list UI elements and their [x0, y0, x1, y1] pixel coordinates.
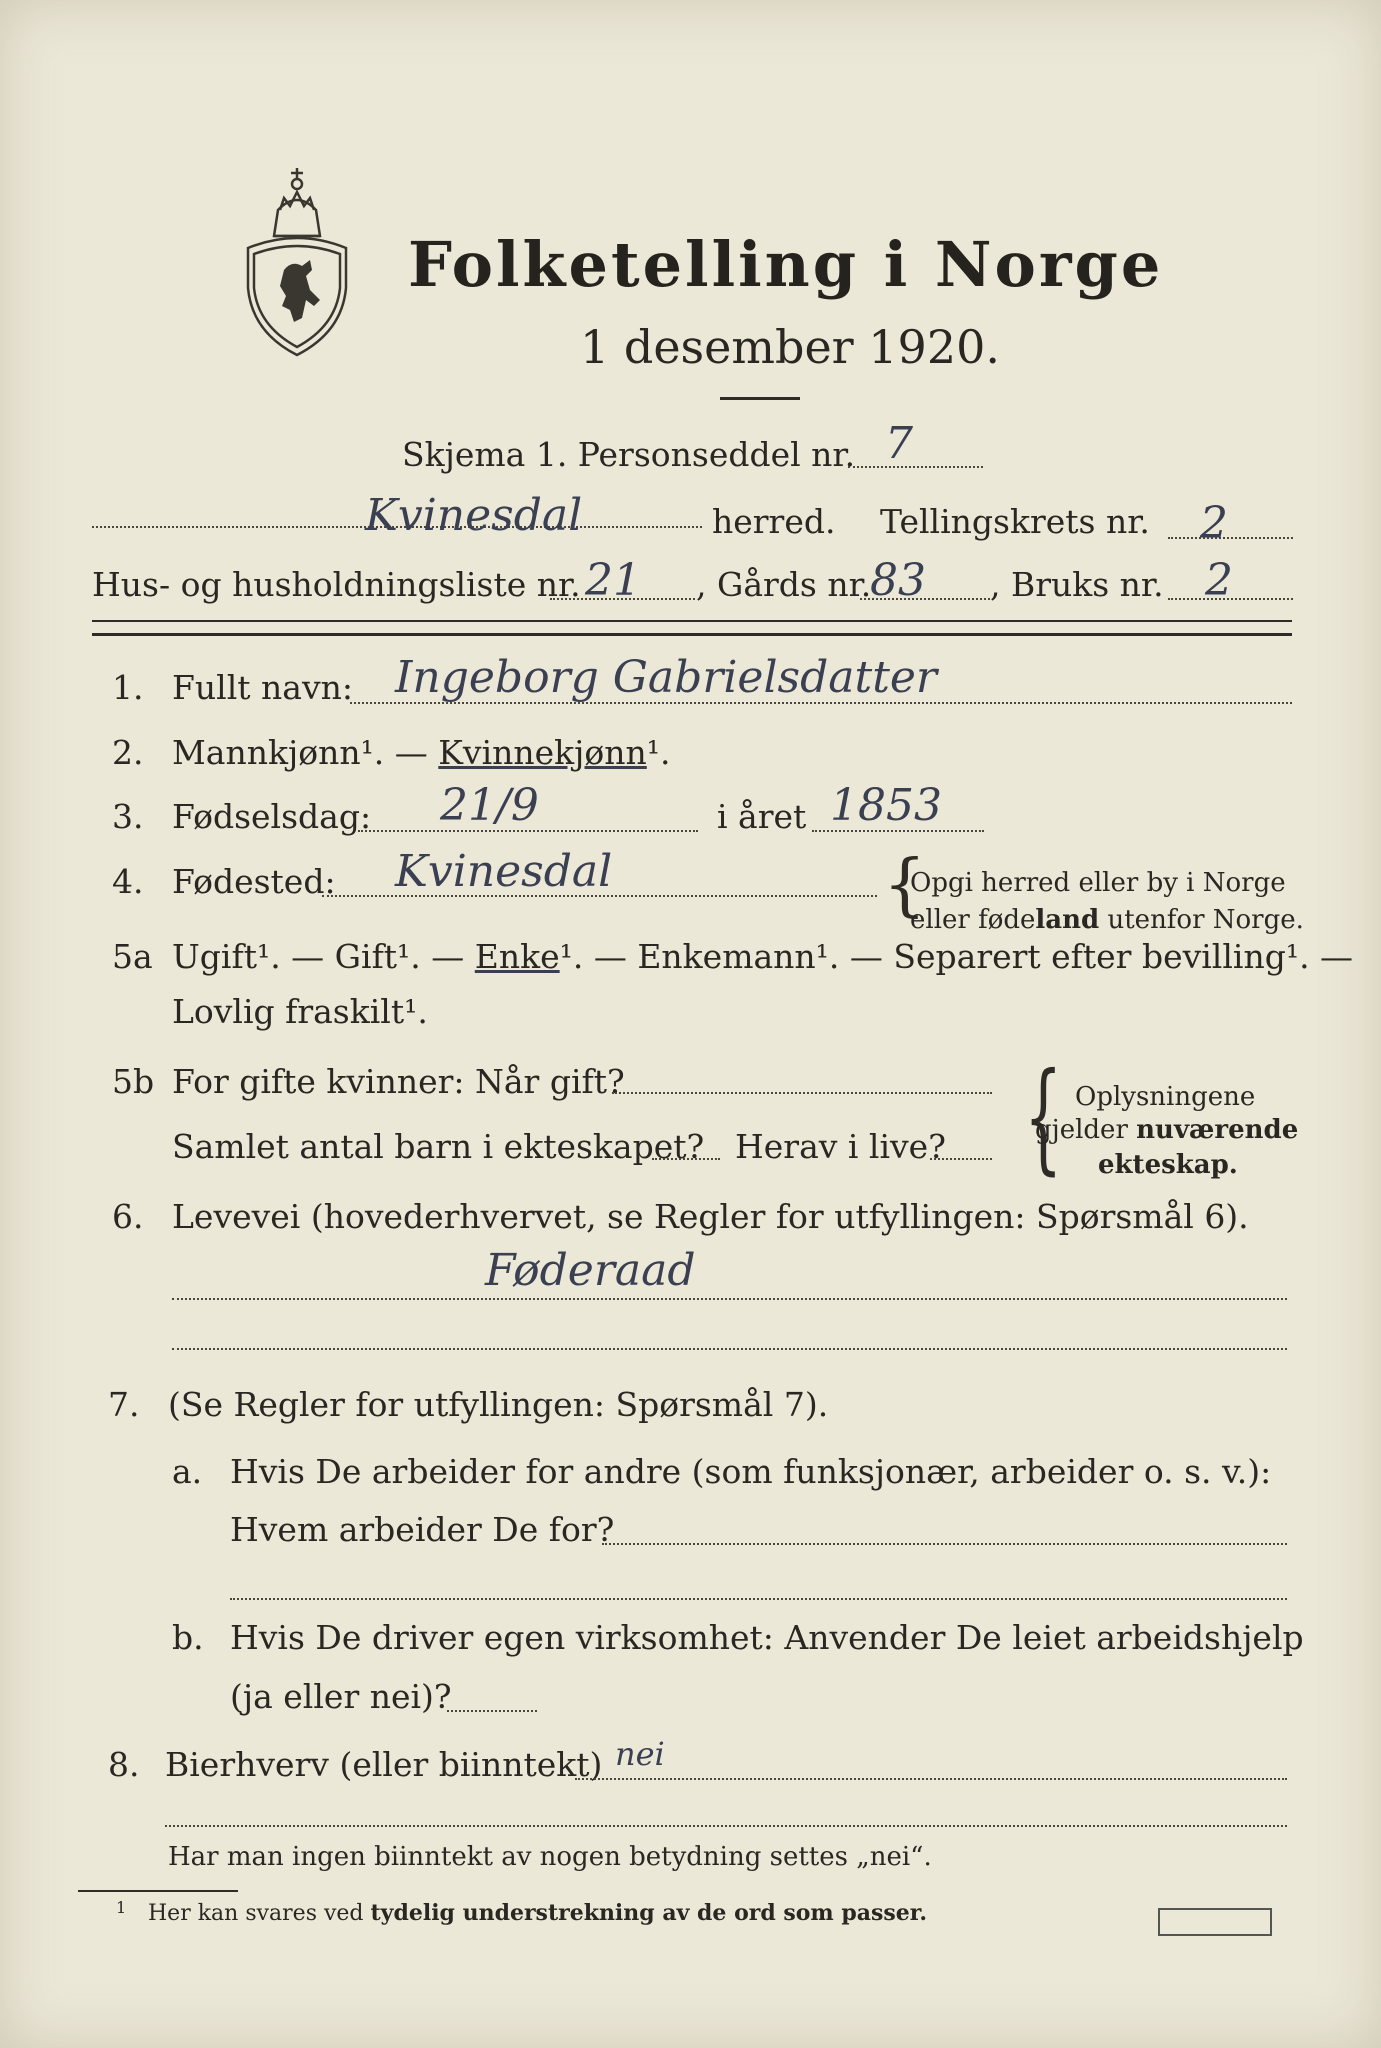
- q4-note-line2: eller føde: [910, 905, 1036, 935]
- gards-value[interactable]: 83: [870, 555, 926, 606]
- census-date: 1 desember 1920.: [580, 320, 1000, 374]
- tellingskrets-value[interactable]: 2: [1200, 498, 1228, 549]
- footnote-text: Her kan svares ved: [148, 1901, 371, 1926]
- q2-mannkjonn: Mannkjønn¹. —: [172, 733, 439, 772]
- q2-number: 2.: [112, 733, 144, 772]
- coat-of-arms-icon: [240, 150, 355, 360]
- birth-year-value[interactable]: 1853: [830, 780, 942, 831]
- birthday-value[interactable]: 21/9: [440, 780, 539, 831]
- q5b-nar-gift: For gifte kvinner: Når gift?: [172, 1062, 625, 1101]
- q5a-number: 5a: [112, 937, 153, 976]
- q7a-line2: Hvem arbeider De for?: [230, 1510, 615, 1549]
- footnote-mark: 1: [116, 1898, 127, 1917]
- husholdningsliste-value[interactable]: 21: [585, 555, 641, 606]
- header-rule-bottom: [92, 633, 1292, 636]
- q1-number: 1.: [112, 668, 144, 707]
- q5b-samlet-barn: Samlet antal barn i ekteskapet?: [172, 1127, 705, 1166]
- personseddel-number[interactable]: 7: [885, 418, 913, 469]
- schema-label: Skjema 1. Personseddel nr.: [402, 435, 856, 474]
- q7b-line2: (ja eller nei)?: [230, 1677, 452, 1716]
- q7b-letter: b.: [172, 1618, 204, 1657]
- q8-label: Bierhverv (eller biinntekt): [165, 1745, 603, 1784]
- q8-number: 8.: [108, 1745, 140, 1784]
- header-rule-top: [92, 620, 1292, 622]
- q7-label: (Se Regler for utfyllingen: Spørsmål 7).: [168, 1385, 829, 1424]
- gards-label: , Gårds nr.: [696, 565, 872, 604]
- q5a-lovlig-fraskilt: Lovlig fraskilt¹.: [172, 992, 428, 1031]
- q5b-note-line1: Oplysningene: [1075, 1082, 1256, 1112]
- husholdningsliste-label: Hus- og husholdningsliste nr.: [92, 565, 581, 604]
- q5a-enke[interactable]: Enke: [474, 937, 560, 976]
- q5b-note-line2: gjelder: [1035, 1115, 1137, 1145]
- q7a-letter: a.: [172, 1452, 203, 1491]
- q4-note-line1: Opgi herred eller by i Norge: [910, 868, 1286, 898]
- form-title: Folketelling i Norge: [408, 228, 1164, 301]
- q6-number: 6.: [112, 1197, 144, 1236]
- q8-note: Har man ingen biinntekt av nogen betydning settes „nei“.: [168, 1842, 932, 1872]
- q5a-ugift-gift: Ugift¹. — Gift¹. —: [172, 937, 475, 976]
- q4-label: Fødested:: [172, 862, 336, 901]
- bruks-value[interactable]: 2: [1205, 555, 1233, 606]
- footnote-rule: [78, 1890, 238, 1892]
- q3-year-label: i året: [717, 797, 807, 836]
- q1-label: Fullt navn:: [172, 668, 353, 707]
- herred-label: herred.: [712, 502, 836, 541]
- bierhverv-value[interactable]: nei: [615, 1735, 665, 1773]
- q7-number: 7.: [108, 1385, 140, 1424]
- q6-label: Levevei (hovederhvervet, se Regler for utfyllingen: Spørsmål 6).: [172, 1197, 1249, 1236]
- birthplace-value[interactable]: Kvinesdal: [395, 846, 613, 897]
- tellingskrets-label: Tellingskrets nr.: [880, 502, 1150, 541]
- q5b-note-line3: ekteskap.: [1098, 1150, 1238, 1180]
- q5b-number: 5b: [112, 1062, 155, 1101]
- footnote-text-bold: tydelig understrekning av de ord som passer.: [370, 1900, 928, 1926]
- q3-number: 3.: [112, 797, 144, 836]
- herred-value[interactable]: Kvinesdal: [365, 490, 583, 541]
- title-divider: [720, 397, 800, 400]
- q7b-line1: Hvis De driver egen virksomhet: Anvender De leiet arbeidshjelp: [230, 1618, 1304, 1657]
- census-form: Folketelling i Norge 1 desember 1920. Skjema 1. Personseddel nr. 7 Kvinesdal herred. Tellingskrets nr. 2 Hus- og husholdningsliste nr. 21 , Gårds nr. 83 , Bruks nr. 2 1. Fullt navn: Ingeborg Gabrielsdatter 2. Mannkjønn¹. — Kvinnekjønn¹. 3. Fødselsdag: 21/9 i året 1853 4. Fødested: Kvinesdal { Opgi herred eller by i Norge eller fødeland utenfor Norge. 5a Ugift¹. — Gift¹. — Enke¹. — Enkemann¹. — Separert efter bevilling¹. — Lovlig fraskilt¹. 5b For gifte kvinner: Når gift? Samlet antal barn i ekteskapet? Herav i live? { Oplysningene gjelder nuværende ekteskap. 6. Levevei (hovederhvervet, se Regler for utfyllingen: Spørsmål 6). Føderaad 7. (Se Regler for utfyllingen: Spørsmål 7). a. Hvis De arbeider for andre (som funksjonær, arbeider o. s. v.): Hvem arbeider De for? b. Hvis De driver egen virksomhet: Anvender De leiet arbeidshjelp (ja eller nei)? 8. Bierhverv (eller biinntekt) nei Har man ingen biinntekt av nogen betydning settes „nei“. 1 Her kan svares ved tydelig understrekning av de ord som passer.: [0, 0, 1381, 2048]
- bruks-label: , Bruks nr.: [990, 565, 1164, 604]
- q5a-rest: ¹. — Enkemann¹. — Separert efter bevilling¹. —: [559, 937, 1354, 976]
- q4-number: 4.: [112, 862, 144, 901]
- full-name-value[interactable]: Ingeborg Gabrielsdatter: [395, 652, 937, 703]
- q3-label: Fødselsdag:: [172, 797, 372, 836]
- levevei-value[interactable]: Føderaad: [485, 1245, 696, 1296]
- printer-stamp: [1158, 1908, 1272, 1936]
- q7a-line1: Hvis De arbeider for andre (som funksjonær, arbeider o. s. v.):: [230, 1452, 1272, 1491]
- q5b-herav-i-live: Herav i live?: [735, 1127, 946, 1166]
- q2-kvinnekjonn[interactable]: Kvinnekjønn: [438, 733, 647, 772]
